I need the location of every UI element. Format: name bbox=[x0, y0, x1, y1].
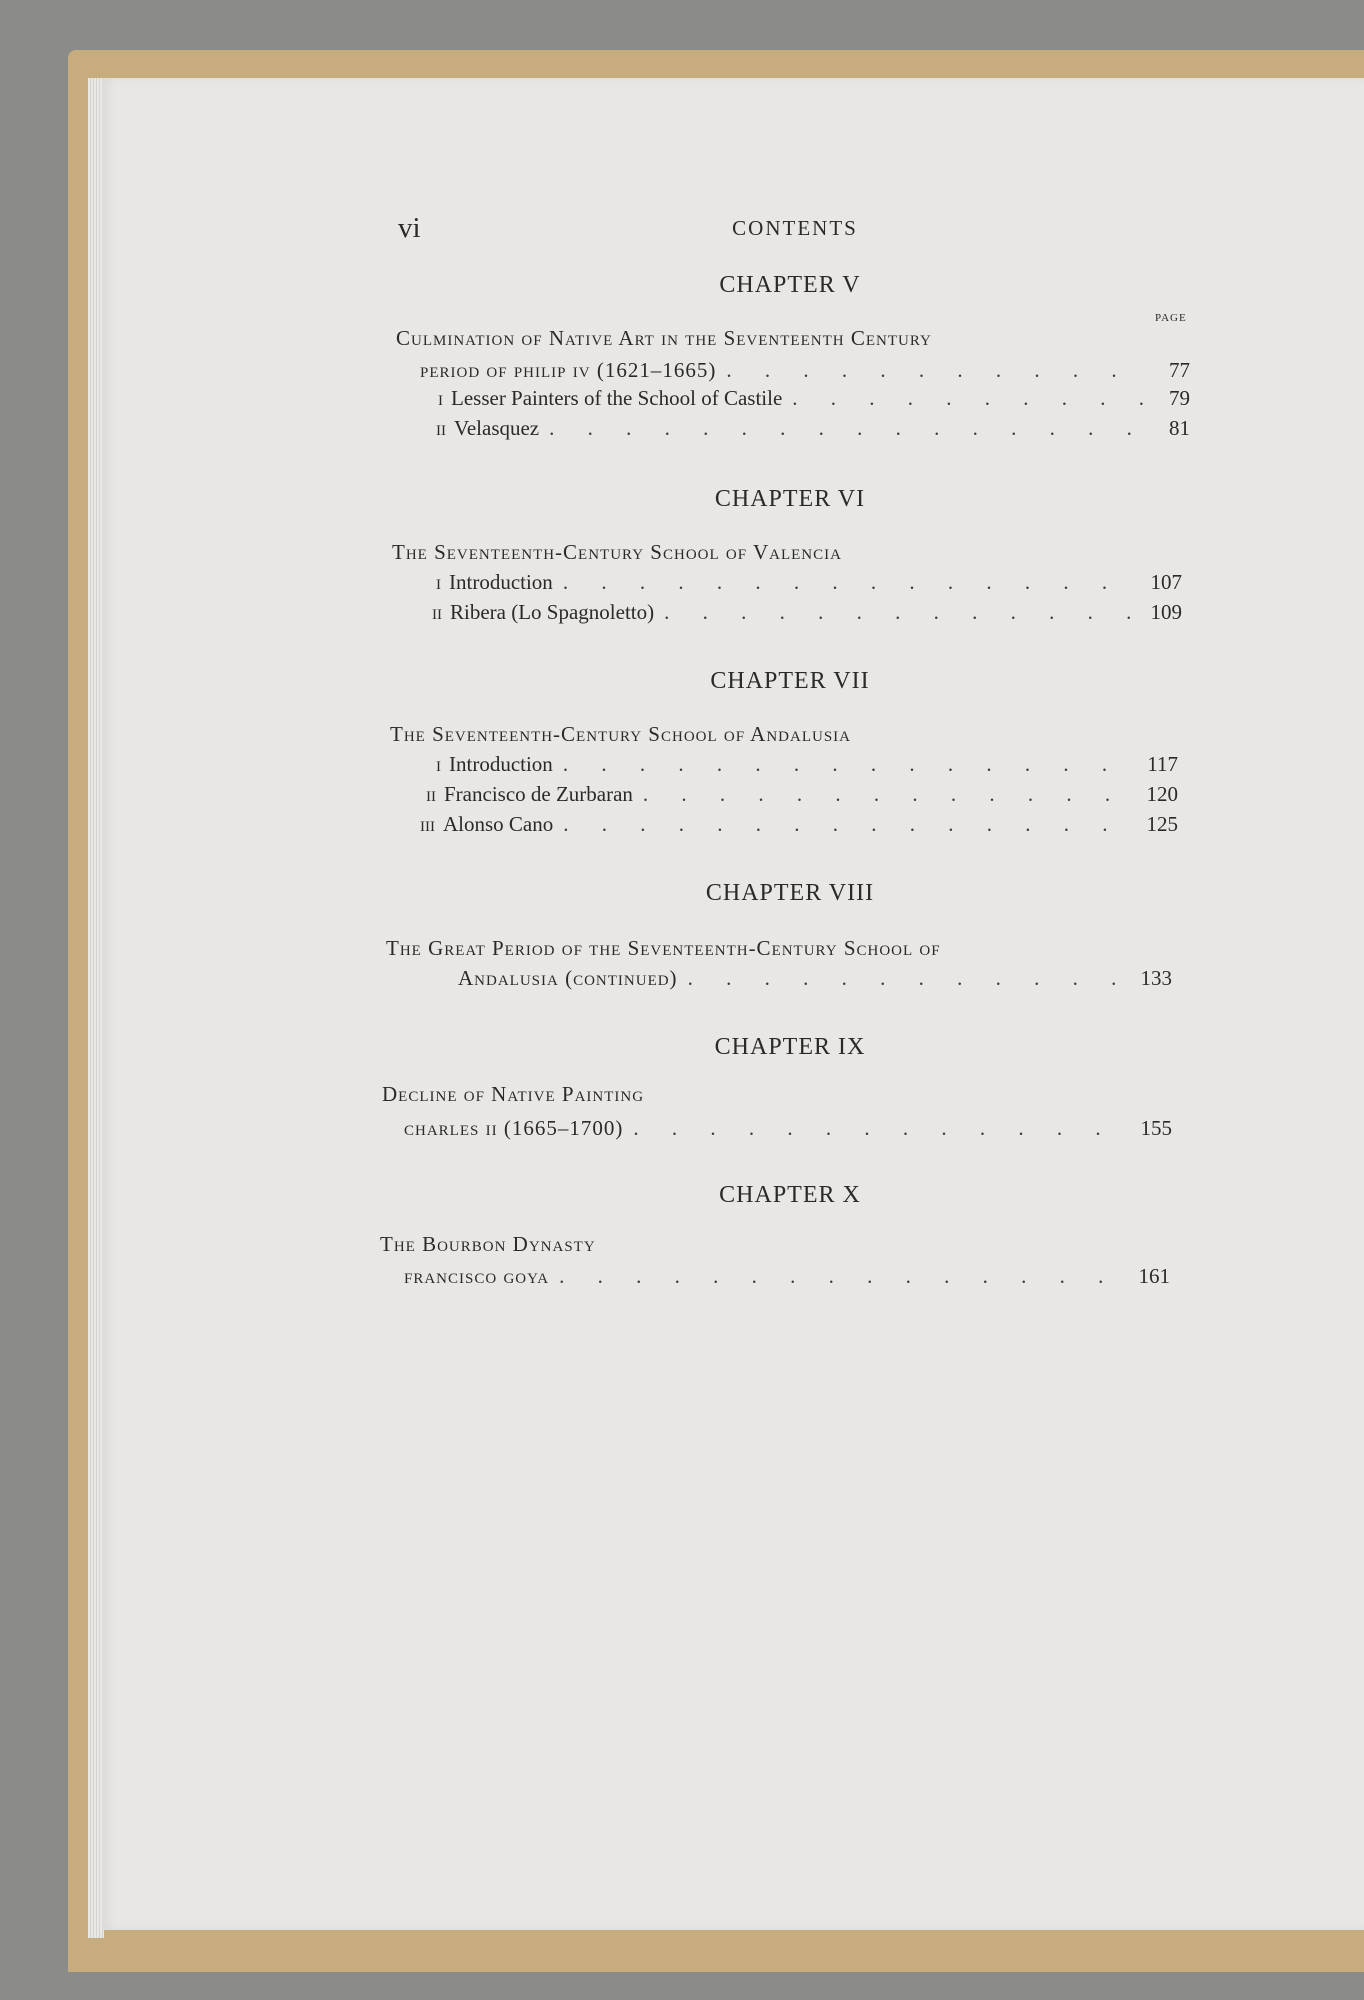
toc-entry[interactable] bbox=[420, 812, 1178, 837]
dot-leader bbox=[559, 1264, 1128, 1289]
section-title: Decline of Native Painting bbox=[382, 1082, 645, 1106]
entry-page: 133 bbox=[1140, 966, 1172, 990]
toc-entry[interactable] bbox=[420, 358, 1190, 383]
section-title: Culmination of Native Art in the Seventeenth Century bbox=[396, 326, 932, 350]
entry-text: francisco goya bbox=[404, 1264, 550, 1288]
page-column-label: PAGE bbox=[1155, 312, 1187, 324]
chapter-heading: CHAPTER VIII bbox=[705, 880, 875, 906]
page-folio: vi bbox=[398, 212, 421, 244]
entry-text: Francisco de Zurbaran bbox=[444, 782, 633, 806]
chapter-heading: CHAPTER VII bbox=[710, 668, 870, 694]
entry-text: Andalusia (continued) bbox=[458, 966, 678, 990]
entry-page: 117 bbox=[1147, 752, 1178, 776]
toc-entry[interactable] bbox=[438, 386, 1190, 411]
toc-entry[interactable] bbox=[436, 570, 1182, 595]
entry-text: Velasquez bbox=[454, 416, 540, 440]
entry-text: Introduction bbox=[449, 570, 553, 594]
entry-text: charles ii (1665–1700) bbox=[404, 1116, 624, 1140]
entry-page: 109 bbox=[1150, 600, 1182, 624]
entry-page: 107 bbox=[1150, 570, 1182, 594]
running-title: CONTENTS bbox=[732, 216, 858, 240]
chapter-heading: CHAPTER X bbox=[719, 1182, 861, 1208]
entry-page: 155 bbox=[1140, 1116, 1172, 1140]
entry-number: ii bbox=[426, 782, 436, 806]
dot-leader bbox=[633, 1116, 1130, 1141]
section-title: The Seventeenth-Century School of Valencia bbox=[392, 540, 842, 564]
entry-number: ii bbox=[436, 416, 446, 440]
book-page bbox=[102, 78, 1364, 1930]
section-title: The Seventeenth-Century School of Andalusia bbox=[390, 722, 851, 746]
toc-entry[interactable] bbox=[426, 782, 1178, 807]
entry-number: ii bbox=[432, 600, 442, 624]
entry-page: 120 bbox=[1146, 782, 1178, 806]
toc-entry[interactable] bbox=[404, 1264, 1170, 1289]
section-title: The Great Period of the Seventeenth-Century School of bbox=[386, 936, 941, 960]
entry-number: i bbox=[438, 386, 443, 410]
toc-entry[interactable] bbox=[404, 1116, 1172, 1141]
chapter-heading: CHAPTER IX bbox=[714, 1034, 866, 1060]
chapter-heading: CHAPTER V bbox=[719, 272, 861, 298]
dot-leader bbox=[726, 358, 1150, 383]
dot-leader bbox=[563, 752, 1137, 777]
entry-page: 77 bbox=[1169, 358, 1190, 382]
entry-text: Introduction bbox=[449, 752, 553, 776]
dot-leader bbox=[792, 386, 1150, 411]
dot-leader bbox=[563, 812, 1136, 837]
entry-number: iii bbox=[420, 812, 435, 836]
entry-text: Ribera (Lo Spagnoletto) bbox=[450, 600, 655, 624]
chapter-heading: CHAPTER VI bbox=[714, 486, 866, 512]
entry-page: 81 bbox=[1169, 416, 1190, 440]
toc-entry[interactable] bbox=[436, 416, 1190, 441]
entry-text: period of philip iv (1621–1665) bbox=[420, 358, 717, 382]
entry-text: Lesser Painters of the School of Castile bbox=[451, 386, 783, 410]
entry-page: 79 bbox=[1169, 386, 1190, 410]
dot-leader bbox=[563, 570, 1141, 595]
toc-entry[interactable] bbox=[458, 966, 1172, 991]
entry-page: 161 bbox=[1138, 1264, 1170, 1288]
toc-entry[interactable] bbox=[432, 600, 1182, 625]
section-title: The Bourbon Dynasty bbox=[380, 1232, 596, 1256]
dot-leader bbox=[549, 416, 1150, 441]
dot-leader bbox=[688, 966, 1131, 991]
toc-entry[interactable] bbox=[436, 752, 1178, 777]
entry-text: Alonso Cano bbox=[443, 812, 554, 836]
entry-number: i bbox=[436, 752, 441, 776]
dot-leader bbox=[643, 782, 1137, 807]
dot-leader bbox=[664, 600, 1140, 625]
entry-number: i bbox=[436, 570, 441, 594]
entry-page: 125 bbox=[1146, 812, 1178, 836]
